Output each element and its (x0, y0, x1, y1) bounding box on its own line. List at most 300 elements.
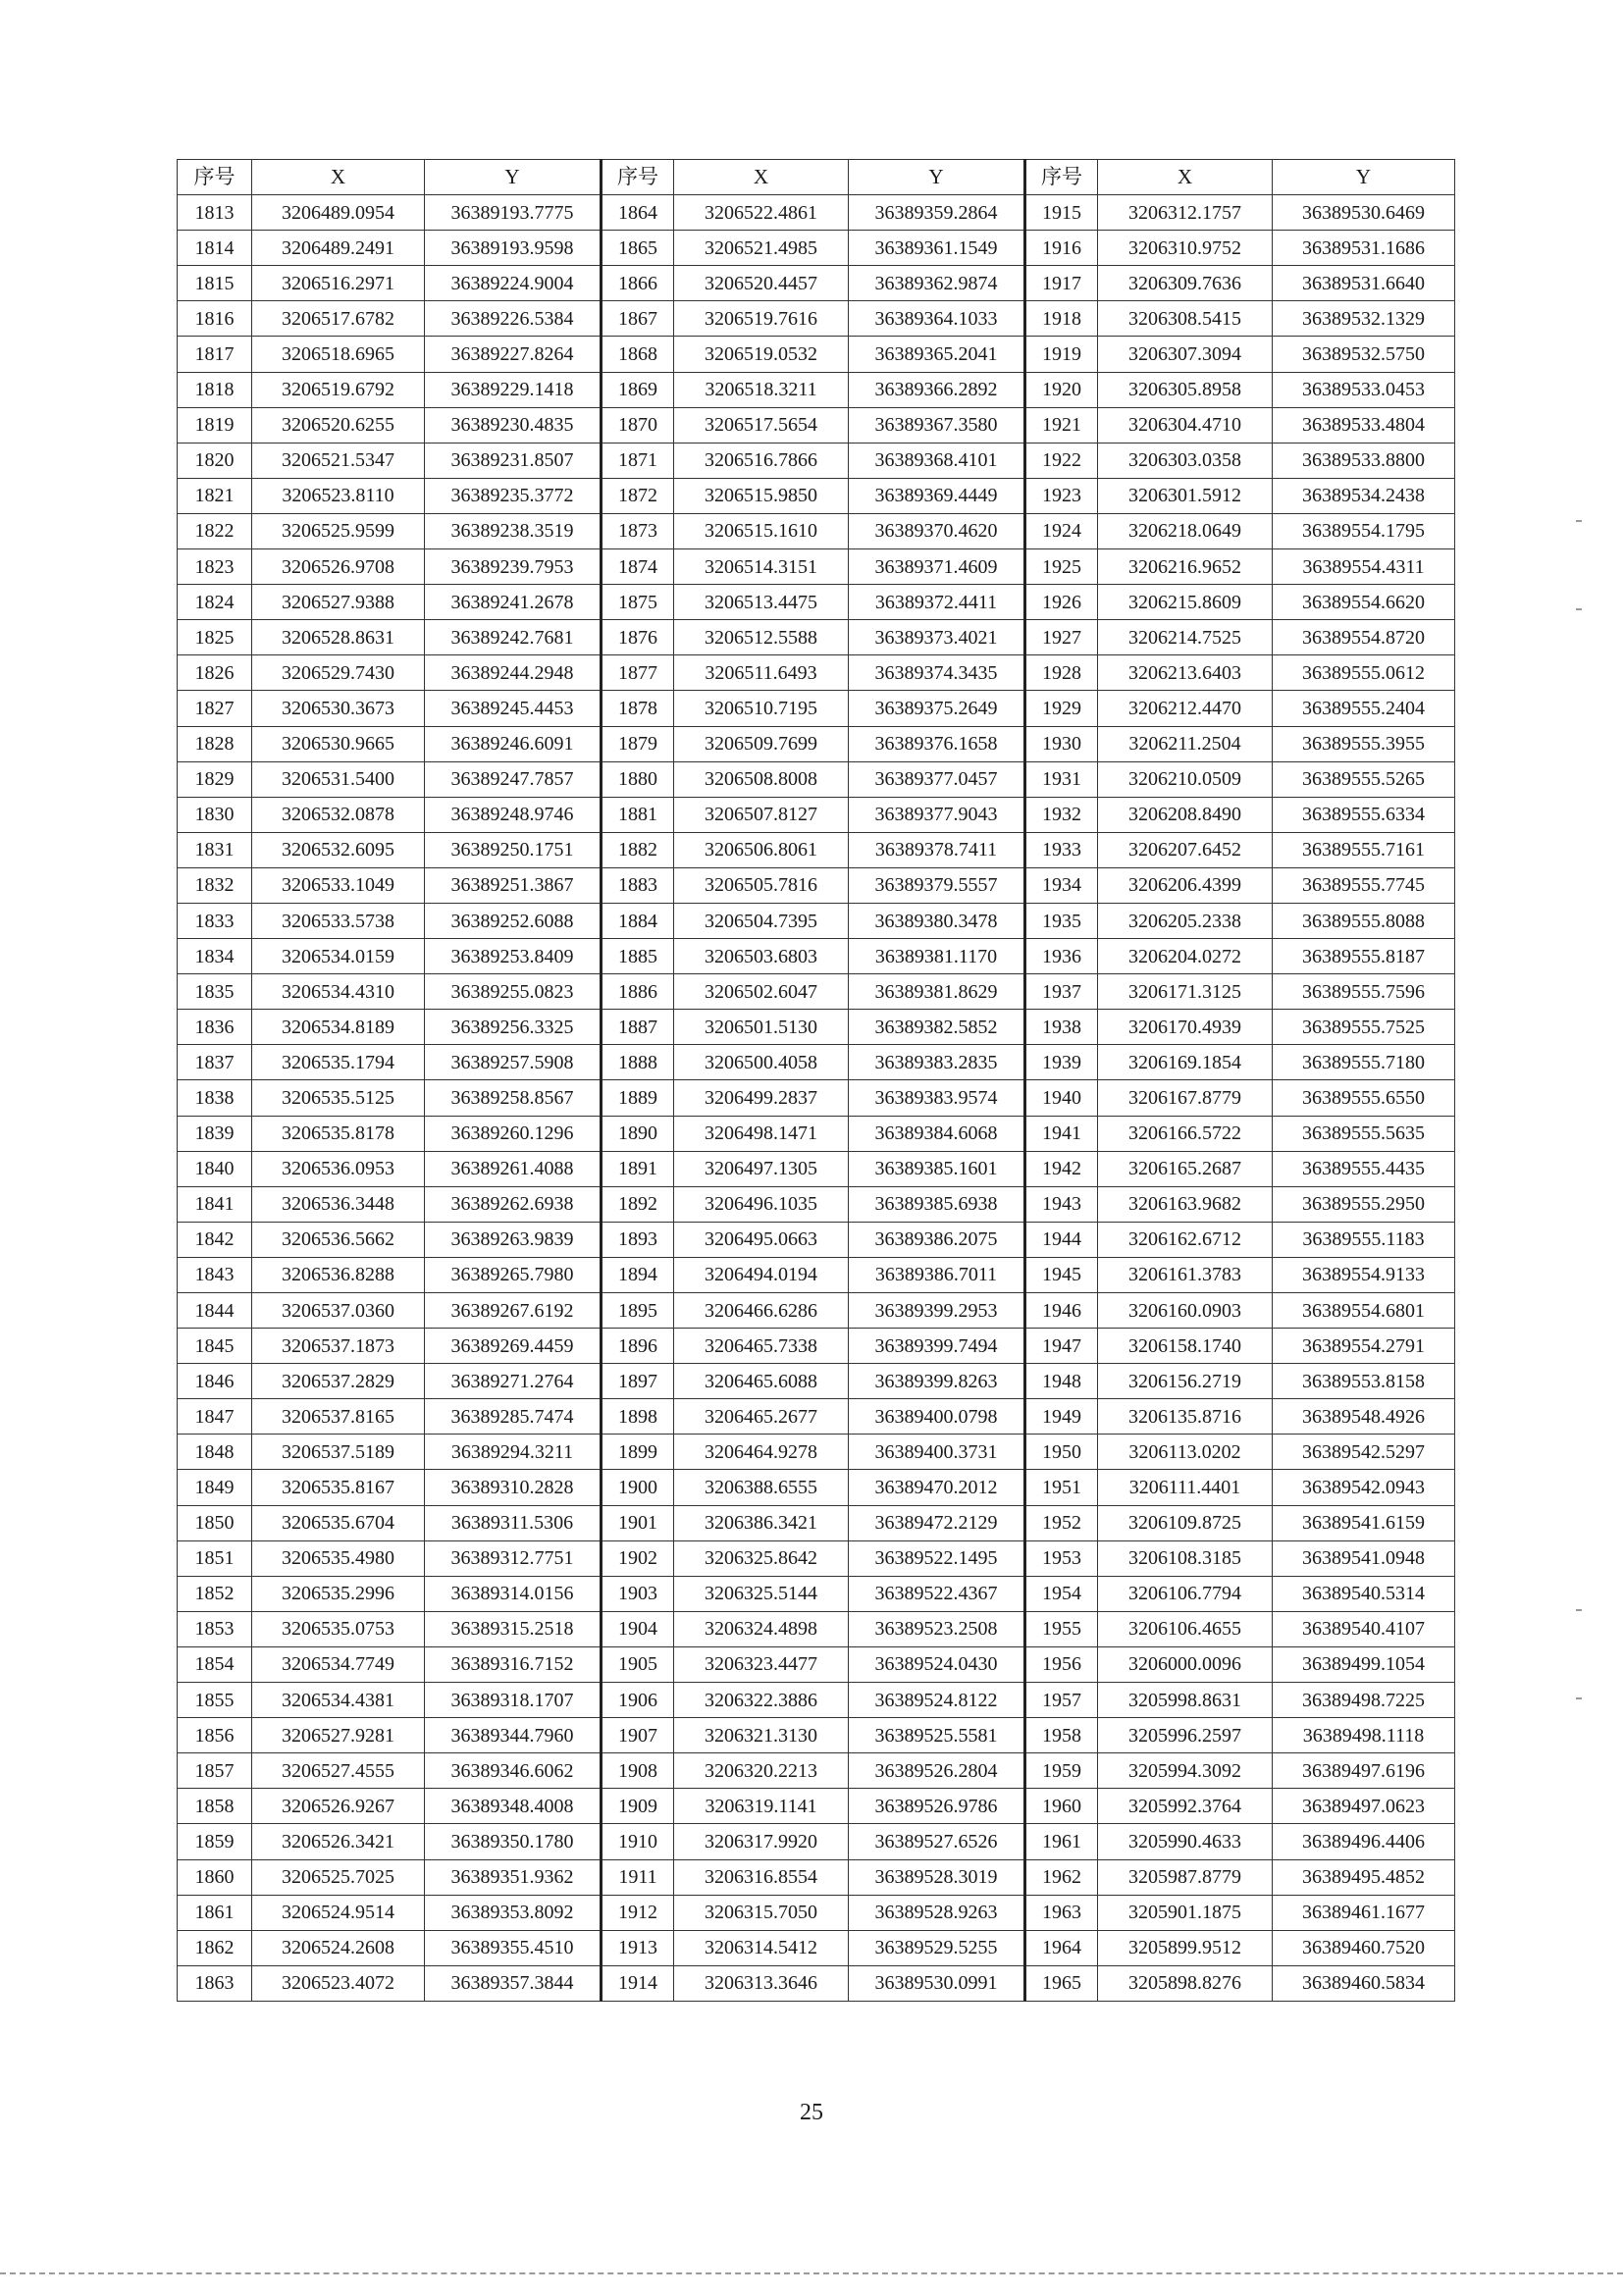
cell-x: 3206504.7395 (674, 903, 849, 938)
cell-y: 36389522.1495 (849, 1540, 1025, 1576)
cell-y: 36389371.4609 (849, 549, 1025, 585)
cell-y: 36389386.2075 (849, 1222, 1025, 1257)
cell-x: 3206524.2608 (252, 1930, 425, 1965)
table-row (178, 1470, 1455, 1505)
cell-x: 3206165.2687 (1098, 1151, 1273, 1186)
cell-index: 1950 (1025, 1435, 1098, 1470)
cell-x: 3206518.3211 (674, 372, 849, 407)
cell-y: 36389250.1751 (425, 832, 602, 867)
cell-index: 1845 (178, 1329, 252, 1364)
cell-index: 1903 (602, 1576, 674, 1611)
cell-index: 1884 (602, 903, 674, 938)
cell-index: 1888 (602, 1045, 674, 1080)
cell-index: 1948 (1025, 1364, 1098, 1399)
cell-x: 3206316.8554 (674, 1859, 849, 1895)
column-header-y: Y (1273, 160, 1455, 195)
cell-y: 36389555.1183 (1273, 1222, 1455, 1257)
cell-x: 3206519.6792 (252, 372, 425, 407)
cell-index: 1927 (1025, 620, 1098, 655)
cell-x: 3206315.7050 (674, 1895, 849, 1930)
cell-y: 36389256.3325 (425, 1010, 602, 1045)
column-header-x: X (1098, 160, 1273, 195)
cell-x: 3206534.4381 (252, 1683, 425, 1718)
cell-index: 1847 (178, 1399, 252, 1435)
cell-y: 36389523.2508 (849, 1611, 1025, 1646)
cell-index: 1894 (602, 1257, 674, 1292)
table-row (178, 726, 1455, 761)
cell-index: 1814 (178, 231, 252, 266)
cell-x: 3206317.9920 (674, 1824, 849, 1859)
cell-x: 3206521.4985 (674, 231, 849, 266)
cell-x: 3206502.6047 (674, 974, 849, 1010)
cell-y: 36389498.1118 (1273, 1718, 1455, 1753)
cell-x: 3206537.8165 (252, 1399, 425, 1435)
cell-y: 36389386.7011 (849, 1257, 1025, 1292)
cell-index: 1868 (602, 337, 674, 372)
cell-x: 3205898.8276 (1098, 1965, 1273, 2001)
cell-y: 36389555.5265 (1273, 761, 1455, 797)
cell-index: 1875 (602, 585, 674, 620)
cell-x: 3206515.9850 (674, 478, 849, 513)
column-header-index: 序号 (602, 160, 674, 195)
cell-y: 36389533.0453 (1273, 372, 1455, 407)
cell-x: 3205899.9512 (1098, 1930, 1273, 1965)
cell-x: 3205992.3764 (1098, 1789, 1273, 1824)
cell-y: 36389369.4449 (849, 478, 1025, 513)
cell-index: 1841 (178, 1186, 252, 1222)
cell-index: 1962 (1025, 1859, 1098, 1895)
cell-y: 36389524.0430 (849, 1646, 1025, 1682)
cell-y: 36389248.9746 (425, 797, 602, 832)
cell-y: 36389376.1658 (849, 726, 1025, 761)
cell-index: 1893 (602, 1222, 674, 1257)
cell-x: 3206324.4898 (674, 1611, 849, 1646)
cell-x: 3206310.9752 (1098, 231, 1273, 266)
table-row (178, 1222, 1455, 1257)
table-row (178, 939, 1455, 974)
cell-x: 3206216.9652 (1098, 549, 1273, 585)
cell-index: 1887 (602, 1010, 674, 1045)
cell-y: 36389269.4459 (425, 1329, 602, 1364)
cell-x: 3206521.5347 (252, 443, 425, 478)
cell-index: 1857 (178, 1753, 252, 1789)
cell-y: 36389399.7494 (849, 1329, 1025, 1364)
column-header-y: Y (425, 160, 602, 195)
cell-index: 1876 (602, 620, 674, 655)
cell-x: 3206516.2971 (252, 266, 425, 301)
cell-x: 3206309.7636 (1098, 266, 1273, 301)
table-row (178, 1505, 1455, 1540)
cell-index: 1923 (1025, 478, 1098, 513)
cell-y: 36389522.4367 (849, 1576, 1025, 1611)
cell-y: 36389532.1329 (1273, 301, 1455, 337)
cell-y: 36389346.6062 (425, 1753, 602, 1789)
cell-y: 36389541.6159 (1273, 1505, 1455, 1540)
cell-y: 36389359.2864 (849, 195, 1025, 231)
cell-y: 36389294.3211 (425, 1435, 602, 1470)
cell-x: 3206522.4861 (674, 195, 849, 231)
cell-x: 3206506.8061 (674, 832, 849, 867)
cell-y: 36389526.9786 (849, 1789, 1025, 1824)
cell-x: 3206212.4470 (1098, 691, 1273, 726)
cell-x: 3206388.6555 (674, 1470, 849, 1505)
cell-x: 3206498.1471 (674, 1116, 849, 1151)
cell-index: 1838 (178, 1080, 252, 1116)
cell-x: 3206312.1757 (1098, 195, 1273, 231)
cell-x: 3206109.8725 (1098, 1505, 1273, 1540)
cell-y: 36389267.6192 (425, 1293, 602, 1329)
cell-index: 1892 (602, 1186, 674, 1222)
cell-y: 36389555.6550 (1273, 1080, 1455, 1116)
cell-index: 1880 (602, 761, 674, 797)
cell-index: 1889 (602, 1080, 674, 1116)
cell-index: 1897 (602, 1364, 674, 1399)
cell-x: 3206535.8178 (252, 1116, 425, 1151)
cell-index: 1815 (178, 266, 252, 301)
cell-x: 3206156.2719 (1098, 1364, 1273, 1399)
cell-y: 36389365.2041 (849, 337, 1025, 372)
cell-x: 3206537.5189 (252, 1435, 425, 1470)
cell-index: 1864 (602, 195, 674, 231)
cell-x: 3206325.5144 (674, 1576, 849, 1611)
table-row (178, 1293, 1455, 1329)
cell-index: 1955 (1025, 1611, 1098, 1646)
cell-index: 1844 (178, 1293, 252, 1329)
cell-index: 1908 (602, 1753, 674, 1789)
cell-x: 3206494.0194 (674, 1257, 849, 1292)
cell-y: 36389498.7225 (1273, 1683, 1455, 1718)
cell-x: 3206161.3783 (1098, 1257, 1273, 1292)
cell-x: 3206489.0954 (252, 195, 425, 231)
cell-y: 36389367.3580 (849, 407, 1025, 443)
cell-y: 36389497.0623 (1273, 1789, 1455, 1824)
table-row (178, 1824, 1455, 1859)
cell-x: 3206000.0096 (1098, 1646, 1273, 1682)
cell-index: 1929 (1025, 691, 1098, 726)
cell-index: 1953 (1025, 1540, 1098, 1576)
cell-x: 3206158.1740 (1098, 1329, 1273, 1364)
cell-x: 3206386.3421 (674, 1505, 849, 1540)
cell-index: 1879 (602, 726, 674, 761)
cell-index: 1951 (1025, 1470, 1098, 1505)
table-row (178, 1789, 1455, 1824)
cell-x: 3206526.3421 (252, 1824, 425, 1859)
cell-x: 3206465.2677 (674, 1399, 849, 1435)
cell-y: 36389526.2804 (849, 1753, 1025, 1789)
cell-index: 1873 (602, 513, 674, 548)
cell-y: 36389555.7745 (1273, 867, 1455, 903)
cell-index: 1900 (602, 1470, 674, 1505)
table-row (178, 1186, 1455, 1222)
cell-index: 1886 (602, 974, 674, 1010)
cell-x: 3206535.6704 (252, 1505, 425, 1540)
cell-index: 1928 (1025, 655, 1098, 691)
cell-y: 36389361.1549 (849, 231, 1025, 266)
cell-index: 1947 (1025, 1329, 1098, 1364)
cell-index: 1859 (178, 1824, 252, 1859)
cell-index: 1825 (178, 620, 252, 655)
cell-x: 3205990.4633 (1098, 1824, 1273, 1859)
cell-index: 1917 (1025, 266, 1098, 301)
cell-y: 36389461.1677 (1273, 1895, 1455, 1930)
cell-y: 36389380.3478 (849, 903, 1025, 938)
cell-index: 1956 (1025, 1646, 1098, 1682)
cell-x: 3206537.1873 (252, 1329, 425, 1364)
table-row (178, 231, 1455, 266)
cell-index: 1863 (178, 1965, 252, 2001)
cell-x: 3206509.7699 (674, 726, 849, 761)
cell-x: 3206520.6255 (252, 407, 425, 443)
cell-x: 3206532.0878 (252, 797, 425, 832)
cell-index: 1924 (1025, 513, 1098, 548)
cell-x: 3206206.4399 (1098, 867, 1273, 903)
cell-y: 36389244.2948 (425, 655, 602, 691)
cell-y: 36389318.1707 (425, 1683, 602, 1718)
cell-y: 36389460.5834 (1273, 1965, 1455, 2001)
cell-y: 36389553.8158 (1273, 1364, 1455, 1399)
cell-x: 3206527.9281 (252, 1718, 425, 1753)
cell-x: 3206497.1305 (674, 1151, 849, 1186)
cell-index: 1849 (178, 1470, 252, 1505)
cell-x: 3206514.3151 (674, 549, 849, 585)
cell-index: 1920 (1025, 372, 1098, 407)
cell-x: 3206205.2338 (1098, 903, 1273, 938)
cell-x: 3206319.1141 (674, 1789, 849, 1824)
cell-index: 1882 (602, 832, 674, 867)
table-row (178, 513, 1455, 548)
cell-y: 36389316.7152 (425, 1646, 602, 1682)
cell-x: 3206525.7025 (252, 1859, 425, 1895)
cell-index: 1943 (1025, 1186, 1098, 1222)
cell-index: 1865 (602, 231, 674, 266)
cell-y: 36389257.5908 (425, 1045, 602, 1080)
cell-x: 3206533.1049 (252, 867, 425, 903)
cell-y: 36389258.8567 (425, 1080, 602, 1116)
table-row (178, 797, 1455, 832)
table-row (178, 974, 1455, 1010)
cell-x: 3206111.4401 (1098, 1470, 1273, 1505)
cell-y: 36389529.5255 (849, 1930, 1025, 1965)
cell-index: 1851 (178, 1540, 252, 1576)
scan-edge-line (0, 2272, 1623, 2274)
cell-y: 36389378.7411 (849, 832, 1025, 867)
table-row (178, 1753, 1455, 1789)
cell-index: 1909 (602, 1789, 674, 1824)
cell-index: 1926 (1025, 585, 1098, 620)
cell-x: 3206464.9278 (674, 1435, 849, 1470)
scan-mark (1576, 608, 1582, 610)
column-header-index: 序号 (1025, 160, 1098, 195)
cell-y: 36389383.2835 (849, 1045, 1025, 1080)
cell-x: 3206496.1035 (674, 1186, 849, 1222)
cell-y: 36389344.7960 (425, 1718, 602, 1753)
cell-x: 3206495.0663 (674, 1222, 849, 1257)
cell-y: 36389528.9263 (849, 1895, 1025, 1930)
cell-x: 3206499.2837 (674, 1080, 849, 1116)
cell-x: 3206536.8288 (252, 1257, 425, 1292)
table-row (178, 655, 1455, 691)
cell-y: 36389472.2129 (849, 1505, 1025, 1540)
cell-index: 1919 (1025, 337, 1098, 372)
cell-index: 1898 (602, 1399, 674, 1435)
cell-y: 36389381.1170 (849, 939, 1025, 974)
cell-y: 36389554.8720 (1273, 620, 1455, 655)
cell-x: 3206535.1794 (252, 1045, 425, 1080)
cell-x: 3206321.3130 (674, 1718, 849, 1753)
cell-x: 3206537.0360 (252, 1293, 425, 1329)
cell-y: 36389460.7520 (1273, 1930, 1455, 1965)
cell-y: 36389252.6088 (425, 903, 602, 938)
cell-y: 36389555.0612 (1273, 655, 1455, 691)
cell-y: 36389373.4021 (849, 620, 1025, 655)
cell-y: 36389381.8629 (849, 974, 1025, 1010)
cell-x: 3206535.5125 (252, 1080, 425, 1116)
cell-x: 3206215.8609 (1098, 585, 1273, 620)
cell-index: 1933 (1025, 832, 1098, 867)
table-row (178, 1151, 1455, 1186)
cell-index: 1819 (178, 407, 252, 443)
table-row (178, 691, 1455, 726)
cell-y: 36389224.9004 (425, 266, 602, 301)
cell-y: 36389383.9574 (849, 1080, 1025, 1116)
table-row (178, 1080, 1455, 1116)
table-row (178, 478, 1455, 513)
cell-y: 36389384.6068 (849, 1116, 1025, 1151)
cell-index: 1854 (178, 1646, 252, 1682)
cell-index: 1922 (1025, 443, 1098, 478)
cell-index: 1963 (1025, 1895, 1098, 1930)
cell-index: 1957 (1025, 1683, 1098, 1718)
cell-index: 1949 (1025, 1399, 1098, 1435)
table-row (178, 1895, 1455, 1930)
cell-x: 3206214.7525 (1098, 620, 1273, 655)
cell-index: 1852 (178, 1576, 252, 1611)
cell-index: 1820 (178, 443, 252, 478)
cell-index: 1913 (602, 1930, 674, 1965)
cell-x: 3206113.0202 (1098, 1435, 1273, 1470)
cell-y: 36389497.6196 (1273, 1753, 1455, 1789)
cell-x: 3206314.5412 (674, 1930, 849, 1965)
cell-y: 36389231.8507 (425, 443, 602, 478)
cell-x: 3205987.8779 (1098, 1859, 1273, 1895)
cell-index: 1827 (178, 691, 252, 726)
cell-x: 3206526.9708 (252, 549, 425, 585)
cell-x: 3206170.4939 (1098, 1010, 1273, 1045)
cell-index: 1867 (602, 301, 674, 337)
cell-y: 36389555.7180 (1273, 1045, 1455, 1080)
cell-x: 3206171.3125 (1098, 974, 1273, 1010)
cell-index: 1934 (1025, 867, 1098, 903)
cell-y: 36389554.1795 (1273, 513, 1455, 548)
cell-index: 1829 (178, 761, 252, 797)
cell-x: 3206211.2504 (1098, 726, 1273, 761)
cell-x: 3206525.9599 (252, 513, 425, 548)
cell-x: 3206167.8779 (1098, 1080, 1273, 1116)
cell-y: 36389262.6938 (425, 1186, 602, 1222)
cell-x: 3206213.6403 (1098, 655, 1273, 691)
table-row (178, 1540, 1455, 1576)
scan-mark (1576, 520, 1582, 522)
cell-x: 3205901.1875 (1098, 1895, 1273, 1930)
cell-y: 36389370.4620 (849, 513, 1025, 548)
cell-y: 36389315.2518 (425, 1611, 602, 1646)
cell-y: 36389528.3019 (849, 1859, 1025, 1895)
cell-y: 36389265.7980 (425, 1257, 602, 1292)
cell-x: 3206303.0358 (1098, 443, 1273, 478)
cell-index: 1874 (602, 549, 674, 585)
cell-index: 1952 (1025, 1505, 1098, 1540)
cell-index: 1932 (1025, 797, 1098, 832)
cell-x: 3206313.3646 (674, 1965, 849, 2001)
table-row (178, 407, 1455, 443)
cell-index: 1881 (602, 797, 674, 832)
table-row (178, 195, 1455, 231)
table-row (178, 832, 1455, 867)
cell-index: 1941 (1025, 1116, 1098, 1151)
cell-index: 1905 (602, 1646, 674, 1682)
cell-index: 1872 (602, 478, 674, 513)
cell-index: 1896 (602, 1329, 674, 1364)
column-header-index: 序号 (178, 160, 252, 195)
cell-index: 1904 (602, 1611, 674, 1646)
cell-x: 3206106.7794 (1098, 1576, 1273, 1611)
cell-y: 36389348.4008 (425, 1789, 602, 1824)
cell-index: 1817 (178, 337, 252, 372)
table-row (178, 266, 1455, 301)
cell-x: 3206534.0159 (252, 939, 425, 974)
cell-y: 36389238.3519 (425, 513, 602, 548)
cell-index: 1937 (1025, 974, 1098, 1010)
table-row (178, 549, 1455, 585)
cell-x: 3206210.0509 (1098, 761, 1273, 797)
cell-index: 1964 (1025, 1930, 1098, 1965)
cell-y: 36389261.4088 (425, 1151, 602, 1186)
cell-y: 36389377.9043 (849, 797, 1025, 832)
cell-x: 3206523.4072 (252, 1965, 425, 2001)
cell-x: 3206505.7816 (674, 867, 849, 903)
cell-y: 36389385.6938 (849, 1186, 1025, 1222)
cell-index: 1965 (1025, 1965, 1098, 2001)
cell-x: 3206510.7195 (674, 691, 849, 726)
cell-index: 1828 (178, 726, 252, 761)
cell-index: 1935 (1025, 903, 1098, 938)
cell-x: 3206516.7866 (674, 443, 849, 478)
cell-index: 1960 (1025, 1789, 1098, 1824)
cell-index: 1946 (1025, 1293, 1098, 1329)
cell-x: 3206308.5415 (1098, 301, 1273, 337)
cell-y: 36389542.0943 (1273, 1470, 1455, 1505)
cell-index: 1954 (1025, 1576, 1098, 1611)
table-row (178, 1611, 1455, 1646)
cell-y: 36389355.4510 (425, 1930, 602, 1965)
cell-index: 1831 (178, 832, 252, 867)
cell-y: 36389311.5306 (425, 1505, 602, 1540)
cell-x: 3206507.8127 (674, 797, 849, 832)
cell-x: 3206527.4555 (252, 1753, 425, 1789)
cell-y: 36389555.8187 (1273, 939, 1455, 974)
cell-x: 3206537.2829 (252, 1364, 425, 1399)
cell-y: 36389251.3867 (425, 867, 602, 903)
cell-index: 1925 (1025, 549, 1098, 585)
cell-y: 36389245.4453 (425, 691, 602, 726)
cell-x: 3206518.6965 (252, 337, 425, 372)
cell-y: 36389531.6640 (1273, 266, 1455, 301)
cell-index: 1816 (178, 301, 252, 337)
cell-index: 1899 (602, 1435, 674, 1470)
cell-index: 1959 (1025, 1753, 1098, 1789)
cell-x: 3206534.7749 (252, 1646, 425, 1682)
cell-index: 1906 (602, 1683, 674, 1718)
